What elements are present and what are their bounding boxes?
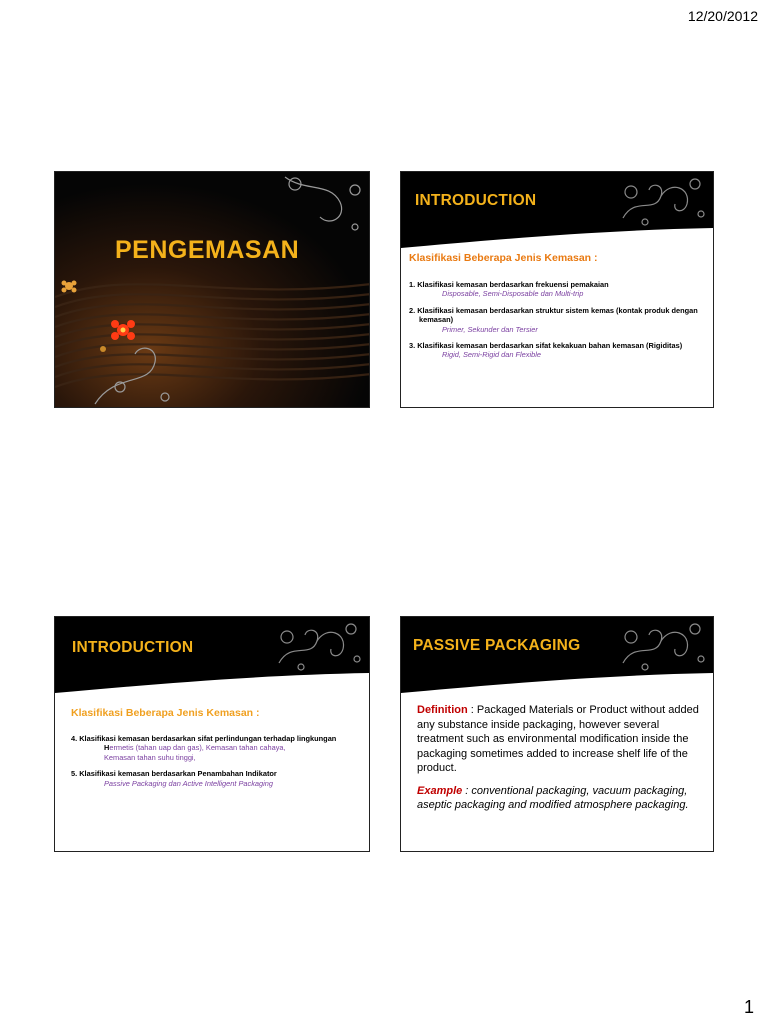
passive-packaging-text — [417, 703, 707, 813]
list-item-text: 4. Klasifikasi kemasan berdasarkan sifat perlindungan terhadap lingkungan — [71, 734, 337, 743]
classification-list — [409, 280, 704, 367]
print-date: 12/20/2012 — [687, 8, 758, 24]
slide-title: INTRODUCTION — [415, 192, 537, 209]
slide-introduction-1 — [400, 171, 714, 408]
list-item-text: 3. Klasifikasi kemasan berdasarkan sifat kekakuan bahan kemasan (Rigiditas) — [409, 341, 683, 351]
list-item-detail: Rigid, Semi-Rigid dan Flexible — [442, 350, 541, 360]
list-item — [409, 280, 704, 299]
example-paragraph — [417, 784, 707, 813]
example-label: Example — [417, 784, 463, 797]
swirl-ornament-icon — [273, 619, 365, 675]
list-item — [409, 306, 704, 334]
slide-title: INTRODUCTION — [72, 639, 194, 656]
list-item — [71, 769, 366, 788]
detail-text: ermetis (tahan uap dan gas), Kemasan tahan cahaya, — [109, 743, 286, 753]
page-number: 1 — [743, 997, 754, 1017]
slide-introduction-2 — [54, 616, 370, 852]
list-item-detail — [71, 743, 366, 752]
slide-title: PASSIVE PACKAGING — [413, 637, 581, 654]
list-item-detail: Primer, Sekunder dan Tersier — [442, 324, 538, 334]
detail-initial: H — [104, 743, 110, 753]
slide-header — [401, 617, 713, 693]
example-text: : conventional packaging, vacuum packaging, aseptic packaging and modified atmosphere packaging. — [417, 784, 689, 811]
list-item-detail: Passive Packaging dan Active Intelligent Packaging — [104, 778, 273, 788]
list-item-text: 1. Klasifikasi kemasan berdasarkan frekuensi pemakaian — [409, 280, 609, 289]
swirl-ornament-icon — [617, 174, 709, 230]
list-item — [409, 341, 704, 360]
definition-paragraph — [417, 703, 707, 776]
list-item-text: 5. Klasifikasi kemasan berdasarkan Penambahan Indikator — [71, 769, 277, 779]
cover-title: PENGEMASAN — [115, 236, 300, 264]
swirl-ornament-icon — [617, 619, 709, 675]
classification-list — [71, 734, 366, 795]
list-item-detail: Disposable, Semi-Disposable dan Multi-trip — [442, 289, 584, 299]
definition-text: : Packaged Materials or Product without added any substance inside packaging, however several treatment such as environmental modification inside the packaging sometimes added to increase shelf life of the product. — [417, 704, 699, 774]
slide-cover — [54, 171, 370, 408]
cover-background-art — [55, 172, 370, 408]
list-item-text: 2. Klasifikasi kemasan berdasarkan struktur sistem kemas (kontak produk dengan kemasan) — [409, 305, 698, 325]
slide-passive-packaging — [400, 616, 714, 852]
list-item-detail: Kemasan tahan suhu tinggi, — [104, 752, 196, 762]
slide-header — [401, 172, 713, 248]
definition-label: Definition — [417, 704, 468, 716]
slide-subtitle: Klasifikasi Beberapa Jenis Kemasan : — [71, 707, 260, 719]
slide-subtitle: Klasifikasi Beberapa Jenis Kemasan : — [409, 252, 598, 264]
list-item — [71, 734, 366, 762]
slide-header — [55, 617, 369, 693]
